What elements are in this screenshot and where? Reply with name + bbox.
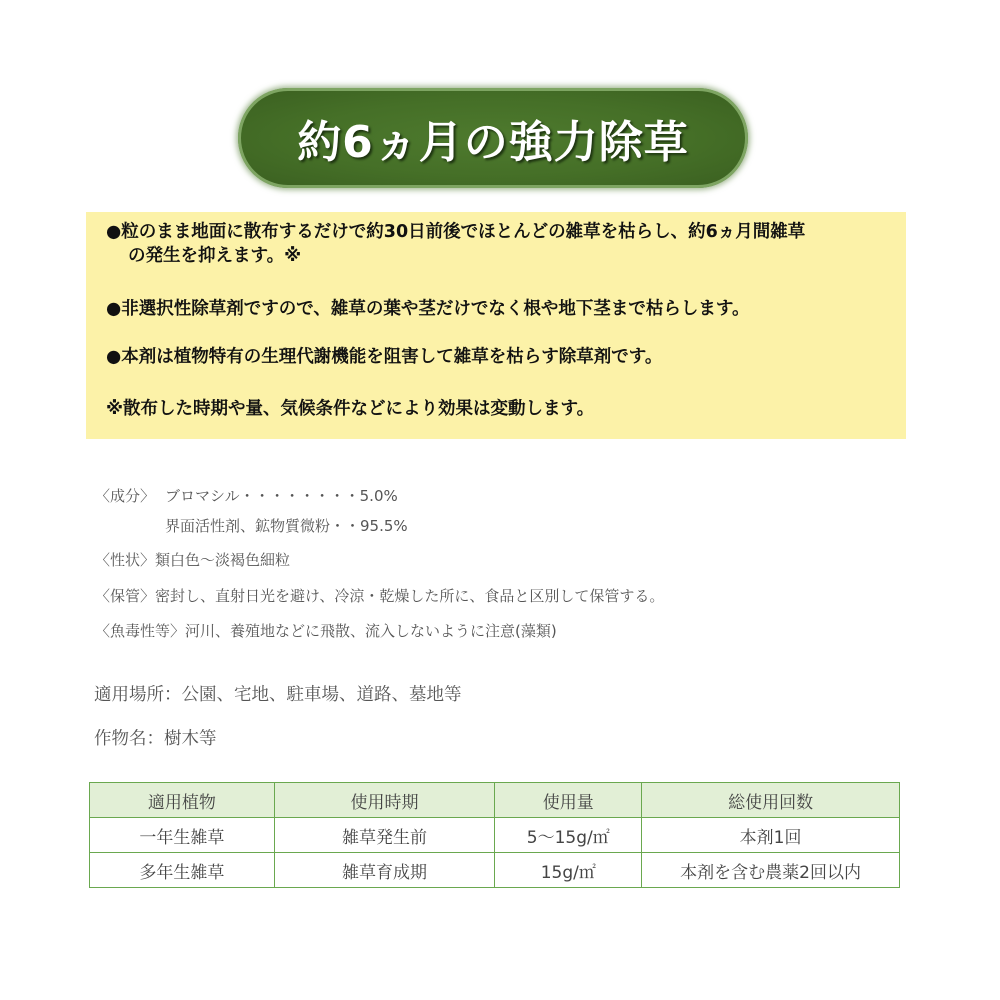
table-cell: 雑草発生前: [274, 818, 495, 853]
table-cell: 多年生雑草: [90, 853, 275, 888]
table-cell: 15g/㎡: [495, 853, 642, 888]
ingredient-line: ブロマシル・・・・・・・・5.0%: [165, 487, 398, 505]
highlight-box: [86, 212, 906, 439]
highlight-line: ●本剤は植物特有の生理代謝機能を阻害して雑草を枯らす除草剤です。: [106, 347, 663, 367]
crop-name: 作物名：樹木等: [94, 729, 217, 749]
table-cell: 雑草育成期: [274, 853, 495, 888]
table-cell: 一年生雑草: [90, 818, 275, 853]
table-cell: 5～15g/㎡: [495, 818, 642, 853]
highlight-note: ※散布した時期や量、気候条件などにより効果は変動します。: [106, 399, 595, 419]
table-row: [90, 818, 900, 853]
page-title: 約6ヵ月の強力除草: [297, 117, 689, 168]
application-sites: 適用場所：公園、宅地、駐車場、道路、墓地等: [94, 685, 462, 705]
table-cell: 本剤を含む農薬2回以内: [642, 853, 900, 888]
properties-line: 〈性状〉類白色～淡褐色細粒: [95, 551, 291, 569]
column-header: 使用量: [495, 783, 642, 818]
highlight-line: の発生を抑えます。※: [128, 246, 302, 266]
highlight-line: ●非選択性除草剤ですので、雑草の葉や茎だけでなく根や地下茎まで枯らします。: [106, 299, 750, 319]
column-header: 総使用回数: [642, 783, 900, 818]
storage-line: 〈保管〉密封し、直射日光を避け、冷涼・乾燥した所に、食品と区別して保管する。: [95, 587, 665, 605]
table-row: [90, 853, 900, 888]
usage-table: [89, 782, 900, 888]
column-header: 使用時期: [274, 783, 495, 818]
title-banner: [238, 88, 748, 188]
ingredients-label: 〈成分〉: [95, 487, 156, 505]
table-header-row: [90, 783, 900, 818]
highlight-line: ●粒のまま地面に散布するだけで約30日前後でほとんどの雑草を枯らし、約6ヵ月間雑草: [106, 222, 806, 242]
column-header: 適用植物: [90, 783, 275, 818]
table-cell: 本剤1回: [642, 818, 900, 853]
ingredient-line: 界面活性剤、鉱物質微粉・・95.5%: [165, 517, 408, 535]
fish-toxicity-line: 〈魚毒性等〉河川、養殖地などに飛散、流入しないように注意(藻類): [95, 622, 557, 640]
